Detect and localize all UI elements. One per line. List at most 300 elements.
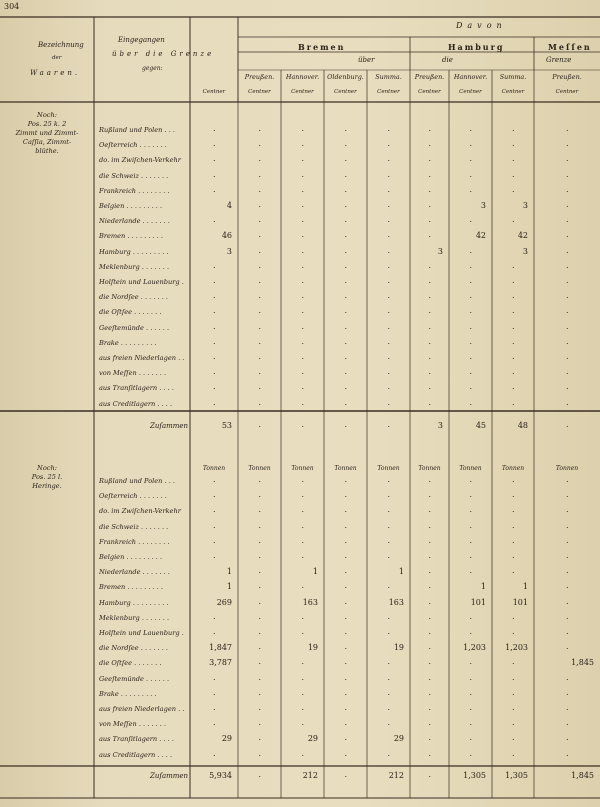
section2-empty-cell: . xyxy=(344,611,348,621)
section2-empty-cell: . xyxy=(469,657,473,667)
section2-empty-cell: . xyxy=(344,581,348,591)
section2-empty-cell: . xyxy=(258,703,262,712)
section2-cell: 1,845 xyxy=(571,658,594,668)
section2-empty-cell: . xyxy=(566,642,569,652)
section2-empty-cell: . xyxy=(301,535,305,545)
section1-empty-cell: . xyxy=(387,230,391,240)
section1-cell: 4 xyxy=(226,201,232,210)
section1-empty-cell: . xyxy=(512,306,515,316)
section1-total-cell: 48 xyxy=(517,421,528,430)
section1-empty-cell: . xyxy=(428,397,432,407)
section1-empty-cell: . xyxy=(566,367,569,377)
section1-row-name: Hamburg . . . . . . . . . xyxy=(99,247,169,256)
section1-empty-cell: . xyxy=(258,367,262,377)
section1-empty-cell: . xyxy=(258,169,262,179)
section1-empty-cell: . xyxy=(428,169,432,179)
header-waaren-line3: Waaren. xyxy=(30,69,81,77)
section1-empty-cell: . xyxy=(213,169,216,179)
section1-empty-cell: . xyxy=(301,260,305,270)
section2-row-name: Bremen . . . . . . . . . xyxy=(99,583,164,592)
section2-empty-cell: . xyxy=(469,566,473,576)
section2-empty-cell: . xyxy=(301,490,305,500)
section1-empty-cell: . xyxy=(566,260,569,270)
section1-empty-cell: . xyxy=(387,306,391,316)
section1-empty-cell: . xyxy=(469,321,473,331)
section1-row-name: die Oſtſee . . . . . . . xyxy=(99,308,162,317)
section2-empty-cell: . xyxy=(512,520,515,530)
section2-empty-cell: . xyxy=(428,505,432,515)
section2-empty-cell: . xyxy=(344,657,348,667)
section1-empty-cell: . xyxy=(512,169,515,179)
header-group-messen: Meſſen xyxy=(548,42,592,52)
section2-empty-cell: . xyxy=(344,566,348,576)
section1-empty-cell: . xyxy=(566,306,569,316)
section1-cell: 3 xyxy=(480,201,486,210)
section1-empty-cell: . xyxy=(301,276,305,285)
section1-empty-cell: . xyxy=(301,230,305,240)
section2-empty-cell: . xyxy=(469,611,473,621)
section2-empty-cell: . xyxy=(469,627,473,636)
section2-empty-cell: . xyxy=(387,703,391,712)
section2-total-cell: 1,305 xyxy=(505,771,528,780)
section1-empty-cell: . xyxy=(301,139,305,149)
section2-unit-2: Tonnen xyxy=(291,465,314,472)
section1-empty-cell: . xyxy=(301,291,305,301)
section1-label-4: blüthe. xyxy=(35,147,59,155)
section1-empty-cell: . xyxy=(428,200,432,209)
section2-total-cell: 5,934 xyxy=(209,771,232,780)
section1-empty-cell: . xyxy=(566,352,569,361)
section2-empty-cell: . xyxy=(512,687,515,697)
section2-empty-cell: . xyxy=(428,748,432,758)
section1-empty-cell: . xyxy=(258,276,262,285)
section2-cell: 1 xyxy=(312,567,318,577)
section2-empty-cell: . xyxy=(428,642,432,652)
section1-empty-cell: . xyxy=(258,139,262,149)
section1-empty-cell: . xyxy=(566,169,569,179)
section2-row-name: Holſtein und Lauenburg . xyxy=(99,629,184,637)
section2-cell: 1 xyxy=(226,582,232,592)
section1-empty-cell: . xyxy=(566,291,569,301)
section2-empty-cell: . xyxy=(566,535,569,545)
section2-empty-cell: . xyxy=(301,551,305,560)
section2-label-0: Noch: xyxy=(37,464,57,472)
section1-empty-cell: . xyxy=(344,169,348,179)
section1-empty-cell: . xyxy=(213,352,216,361)
section2-empty-cell: . xyxy=(387,718,391,728)
section1-empty-cell: . xyxy=(566,200,569,209)
section2-empty-cell: . xyxy=(344,703,348,712)
section2-empty-cell: . xyxy=(566,551,569,560)
section1-empty-cell: . xyxy=(512,336,515,346)
section2-empty-cell: . xyxy=(469,520,473,530)
subcol-header-5: Hannover. xyxy=(453,73,488,81)
subcol-header-3: Summa. xyxy=(375,73,402,81)
section2-total-empty: . xyxy=(344,770,348,779)
unit-top-3: Centner xyxy=(334,89,357,95)
section2-cell: 29 xyxy=(307,734,318,744)
section1-empty-cell: . xyxy=(258,200,262,209)
section1-empty-cell: . xyxy=(344,306,348,316)
section1-empty-cell: . xyxy=(258,352,262,361)
section2-empty-cell: . xyxy=(512,475,515,484)
section1-label-2: Zimmt und Zimmt- xyxy=(15,129,79,137)
section1-empty-cell: . xyxy=(566,124,569,133)
section2-empty-cell: . xyxy=(344,733,348,743)
section1-empty-cell: . xyxy=(428,367,432,377)
section1-cell: 3 xyxy=(226,246,232,256)
section1-label-1: Pos. 25 k. 2 xyxy=(27,120,67,128)
section2-empty-cell: . xyxy=(258,627,262,636)
section1-empty-cell: . xyxy=(512,397,515,407)
section1-empty-cell: . xyxy=(387,276,391,285)
section1-empty-cell: . xyxy=(428,276,432,285)
section2-empty-cell: . xyxy=(566,581,569,591)
section2-empty-cell: . xyxy=(387,490,391,500)
section2-empty-cell: . xyxy=(213,505,216,515)
section1-empty-cell: . xyxy=(469,276,473,285)
section2-empty-cell: . xyxy=(512,748,515,758)
section1-empty-cell: . xyxy=(469,260,473,270)
section2-empty-cell: . xyxy=(512,718,515,728)
section2-empty-cell: . xyxy=(428,627,432,636)
section2-empty-cell: . xyxy=(469,535,473,545)
section2-empty-cell: . xyxy=(566,566,569,576)
section2-empty-cell: . xyxy=(512,505,515,515)
header-eingegangen-line2: über die Grenze xyxy=(112,50,215,58)
section2-total-cell: 212 xyxy=(302,771,318,780)
section1-cell: 3 xyxy=(522,201,528,210)
section2-empty-cell: . xyxy=(428,566,432,576)
section1-empty-cell: . xyxy=(469,169,473,179)
section1-total-empty: . xyxy=(344,420,348,429)
section1-empty-cell: . xyxy=(344,321,348,331)
section1-empty-cell: . xyxy=(387,397,391,407)
section1-empty-cell: . xyxy=(213,306,216,316)
section1-empty-cell: . xyxy=(566,321,569,331)
section2-empty-cell: . xyxy=(301,657,305,667)
section1-empty-cell: . xyxy=(512,139,515,149)
section1-empty-cell: . xyxy=(213,291,216,301)
subcol-header-7: Preußen. xyxy=(552,73,582,81)
section2-empty-cell: . xyxy=(258,566,262,576)
section1-empty-cell: . xyxy=(301,124,305,133)
section2-empty-cell: . xyxy=(344,551,348,560)
section2-empty-cell: . xyxy=(469,748,473,758)
section1-empty-cell: . xyxy=(566,230,569,240)
header-grenze: Grenze xyxy=(546,56,572,64)
section2-total-empty: . xyxy=(428,770,432,779)
section1-empty-cell: . xyxy=(301,169,305,179)
section1-empty-cell: . xyxy=(301,321,305,331)
section2-empty-cell: . xyxy=(258,733,262,743)
section2-cell: 1,203 xyxy=(505,643,528,653)
section2-empty-cell: . xyxy=(301,703,305,712)
header-die: die xyxy=(442,56,453,64)
section1-row-name: von Meſſen . . . . . . . xyxy=(99,369,167,378)
section1-row-name: Oeſterreich . . . . . . . xyxy=(99,141,167,150)
header-waaren-line1: Bezeichnung xyxy=(38,41,84,49)
section1-empty-cell: . xyxy=(469,139,473,149)
section1-empty-cell: . xyxy=(428,154,432,164)
section2-empty-cell: . xyxy=(301,672,305,682)
section2-empty-cell: . xyxy=(344,535,348,545)
section2-empty-cell: . xyxy=(428,596,432,606)
section1-empty-cell: . xyxy=(512,124,515,133)
section2-row-name: Rußland und Polen . . . xyxy=(99,477,176,485)
section2-empty-cell: . xyxy=(258,748,262,758)
section1-row-name: Belgien . . . . . . . . . xyxy=(99,202,163,210)
section2-empty-cell: . xyxy=(213,627,216,636)
section1-empty-cell: . xyxy=(512,382,515,392)
section2-empty-cell: . xyxy=(213,535,216,545)
section1-total-cell: 3 xyxy=(437,421,443,430)
section2-empty-cell: . xyxy=(301,581,305,591)
section2-empty-cell: . xyxy=(258,718,262,728)
section1-row-name: Frankreich . . . . . . . . xyxy=(99,186,170,195)
section2-empty-cell: . xyxy=(469,475,473,484)
section1-empty-cell: . xyxy=(566,245,569,255)
section1-empty-cell: . xyxy=(387,154,391,164)
section2-empty-cell: . xyxy=(428,733,432,743)
section1-empty-cell: . xyxy=(344,260,348,270)
section2-empty-cell: . xyxy=(428,703,432,712)
section2-row-name: aus Tranſitlagern . . . . xyxy=(99,735,174,744)
section1-row-name: Bremen . . . . . . . . . xyxy=(99,232,164,241)
section2-empty-cell: . xyxy=(387,672,391,682)
section1-empty-cell: . xyxy=(387,169,391,179)
section2-empty-cell: . xyxy=(213,672,216,682)
section1-total-cell: 45 xyxy=(475,421,486,430)
section1-empty-cell: . xyxy=(428,291,432,301)
section2-empty-cell: . xyxy=(512,490,515,500)
section2-unit-4: Tonnen xyxy=(377,465,400,472)
section1-row-name: aus freien Niederlagen . . xyxy=(99,354,185,362)
section2-total-label: Zuſammen xyxy=(150,772,189,780)
section1-cell: 3 xyxy=(522,246,528,256)
section1-empty-cell: . xyxy=(469,367,473,377)
section2-empty-cell: . xyxy=(512,672,515,682)
section1-empty-cell: . xyxy=(469,291,473,301)
section2-empty-cell: . xyxy=(566,718,569,728)
section2-empty-cell: . xyxy=(512,657,515,667)
section2-empty-cell: . xyxy=(301,475,305,484)
section1-empty-cell: . xyxy=(213,397,216,407)
header-ueber: über xyxy=(358,56,375,64)
section1-row-name: Holſtein und Lauenburg . xyxy=(99,278,184,286)
section2-total-cell: 212 xyxy=(388,771,404,780)
section1-empty-cell: . xyxy=(512,352,515,361)
section2-cell: 1 xyxy=(226,567,232,577)
section1-empty-cell: . xyxy=(566,382,569,392)
section2-empty-cell: . xyxy=(512,627,515,636)
section2-empty-cell: . xyxy=(428,520,432,530)
section2-empty-cell: . xyxy=(566,611,569,621)
section2-empty-cell: . xyxy=(258,535,262,545)
section2-empty-cell: . xyxy=(428,475,432,484)
section2-total-cell: 1,845 xyxy=(571,771,594,780)
section2-empty-cell: . xyxy=(344,627,348,636)
section1-empty-cell: . xyxy=(469,215,473,225)
section2-empty-cell: . xyxy=(428,581,432,591)
section1-empty-cell: . xyxy=(387,184,391,194)
section1-empty-cell: . xyxy=(512,367,515,377)
section1-empty-cell: . xyxy=(428,336,432,346)
section1-empty-cell: . xyxy=(258,291,262,301)
section1-empty-cell: . xyxy=(387,352,391,361)
section2-cell: 163 xyxy=(388,597,404,607)
section2-empty-cell: . xyxy=(469,703,473,712)
unit-top-8: Centner xyxy=(555,89,579,95)
section1-empty-cell: . xyxy=(344,154,348,164)
section2-empty-cell: . xyxy=(213,687,216,697)
section1-empty-cell: . xyxy=(344,352,348,361)
section1-cell: 46 xyxy=(221,231,232,241)
section2-empty-cell: . xyxy=(213,718,216,728)
section2-empty-cell: . xyxy=(469,490,473,500)
section2-empty-cell: . xyxy=(469,672,473,682)
section2-empty-cell: . xyxy=(344,672,348,682)
section1-empty-cell: . xyxy=(344,291,348,301)
section2-empty-cell: . xyxy=(387,611,391,621)
section1-label-3: Caſſia, Zimmt- xyxy=(22,138,72,146)
section2-empty-cell: . xyxy=(301,505,305,515)
section1-empty-cell: . xyxy=(258,215,262,225)
section1-empty-cell: . xyxy=(213,276,216,285)
section2-empty-cell: . xyxy=(258,475,262,484)
section1-empty-cell: . xyxy=(566,397,569,407)
section2-empty-cell: . xyxy=(301,627,305,636)
section1-empty-cell: . xyxy=(428,321,432,331)
section2-cell: 101 xyxy=(512,597,528,607)
section1-empty-cell: . xyxy=(344,382,348,392)
section1-empty-cell: . xyxy=(469,154,473,164)
section2-empty-cell: . xyxy=(387,657,391,667)
section1-empty-cell: . xyxy=(512,291,515,301)
section2-empty-cell: . xyxy=(213,611,216,621)
section2-empty-cell: . xyxy=(566,520,569,530)
section1-total-label: Zuſammen xyxy=(150,422,189,430)
section2-empty-cell: . xyxy=(469,687,473,697)
section1-empty-cell: . xyxy=(344,367,348,377)
section2-row-name: Meklenburg . . . . . . . xyxy=(99,613,170,622)
section2-empty-cell: . xyxy=(301,520,305,530)
section2-empty-cell: . xyxy=(428,535,432,545)
section2-empty-cell: . xyxy=(258,657,262,667)
section2-row-name: Belgien . . . . . . . . . xyxy=(99,553,163,561)
unit-top-7: Centner xyxy=(501,89,525,95)
section2-row-name: aus freien Niederlagen . . xyxy=(99,705,185,713)
section1-empty-cell: . xyxy=(344,397,348,407)
section1-empty-cell: . xyxy=(344,230,348,240)
section2-unit-5: Tonnen xyxy=(418,465,441,472)
section2-empty-cell: . xyxy=(387,475,391,484)
section1-empty-cell: . xyxy=(258,260,262,270)
section1-empty-cell: . xyxy=(428,306,432,316)
section2-empty-cell: . xyxy=(387,535,391,545)
header-group-bremen: Bremen xyxy=(298,42,346,52)
section1-empty-cell: . xyxy=(428,260,432,270)
section2-empty-cell: . xyxy=(344,596,348,606)
section1-row-name: Geeſtemünde . . . . . . xyxy=(99,323,170,332)
section1-cell: 42 xyxy=(475,231,486,241)
section1-empty-cell: . xyxy=(428,139,432,149)
section2-total-cell: 1,305 xyxy=(463,771,486,780)
section2-empty-cell: . xyxy=(512,611,515,621)
section1-row-name: do. im Zwiſchen-Verkehr xyxy=(99,156,181,165)
section2-cell: 1 xyxy=(522,582,528,592)
section2-label-1: Pos. 25 l. xyxy=(31,473,63,481)
header-davon: Davon xyxy=(456,21,507,30)
section2-row-name: Geeſtemünde . . . . . . xyxy=(99,674,170,683)
subcol-header-4: Preußen. xyxy=(414,73,445,81)
section1-empty-cell: . xyxy=(566,154,569,164)
section2-empty-cell: . xyxy=(258,611,262,621)
section1-total-empty: . xyxy=(258,420,262,429)
section2-empty-cell: . xyxy=(566,687,569,697)
unit-top-4: Centner xyxy=(377,89,400,95)
section2-cell: 101 xyxy=(470,597,486,607)
subcol-header-0: Preußen. xyxy=(244,73,275,81)
unit-top-1: Centner xyxy=(248,89,271,95)
section2-empty-cell: . xyxy=(566,475,569,484)
section1-empty-cell: . xyxy=(428,184,432,194)
section1-total-cell: 53 xyxy=(221,421,232,430)
section1-empty-cell: . xyxy=(213,321,216,331)
section1-cell: 3 xyxy=(437,246,443,256)
section2-cell: 29 xyxy=(221,734,232,744)
section2-empty-cell: . xyxy=(512,733,515,743)
section1-empty-cell: . xyxy=(428,230,432,240)
section2-empty-cell: . xyxy=(213,475,216,484)
section1-empty-cell: . xyxy=(387,291,391,301)
section2-empty-cell: . xyxy=(469,551,473,560)
section2-empty-cell: . xyxy=(428,687,432,697)
section2-empty-cell: . xyxy=(258,490,262,500)
section1-empty-cell: . xyxy=(213,260,216,270)
unit-top-6: Centner xyxy=(459,89,482,95)
section1-empty-cell: . xyxy=(387,382,391,392)
section2-row-name: Frankreich . . . . . . . . xyxy=(99,537,170,546)
section2-empty-cell: . xyxy=(258,642,262,652)
subcol-header-1: Hannover. xyxy=(285,73,320,81)
section2-unit-3: Tonnen xyxy=(334,465,357,472)
section1-empty-cell: . xyxy=(258,321,262,331)
section2-empty-cell: . xyxy=(469,718,473,728)
header-eingegangen-line1: Eingegangen xyxy=(118,36,165,44)
section2-cell: 163 xyxy=(302,597,318,607)
section2-empty-cell: . xyxy=(344,520,348,530)
section1-label-0: Noch: xyxy=(37,111,57,119)
section1-empty-cell: . xyxy=(301,306,305,316)
section2-empty-cell: . xyxy=(301,748,305,758)
section2-empty-cell: . xyxy=(344,748,348,758)
section2-cell: 1,203 xyxy=(463,643,486,653)
section1-row-name: aus Tranſitlagern . . . . xyxy=(99,384,174,393)
section1-row-name: die Schweiz . . . . . . . xyxy=(99,171,169,180)
section2-row-name: do. im Zwiſchen-Verkehr xyxy=(99,507,181,516)
section2-unit-7: Tonnen xyxy=(501,465,525,472)
section1-empty-cell: . xyxy=(469,124,473,133)
section2-empty-cell: . xyxy=(512,566,515,576)
section1-empty-cell: . xyxy=(566,139,569,149)
section2-empty-cell: . xyxy=(301,611,305,621)
section2-empty-cell: . xyxy=(213,551,216,560)
section1-empty-cell: . xyxy=(512,276,515,285)
section1-empty-cell: . xyxy=(387,215,391,225)
section1-row-name: Brake . . . . . . . . . xyxy=(99,338,157,347)
section2-empty-cell: . xyxy=(258,672,262,682)
